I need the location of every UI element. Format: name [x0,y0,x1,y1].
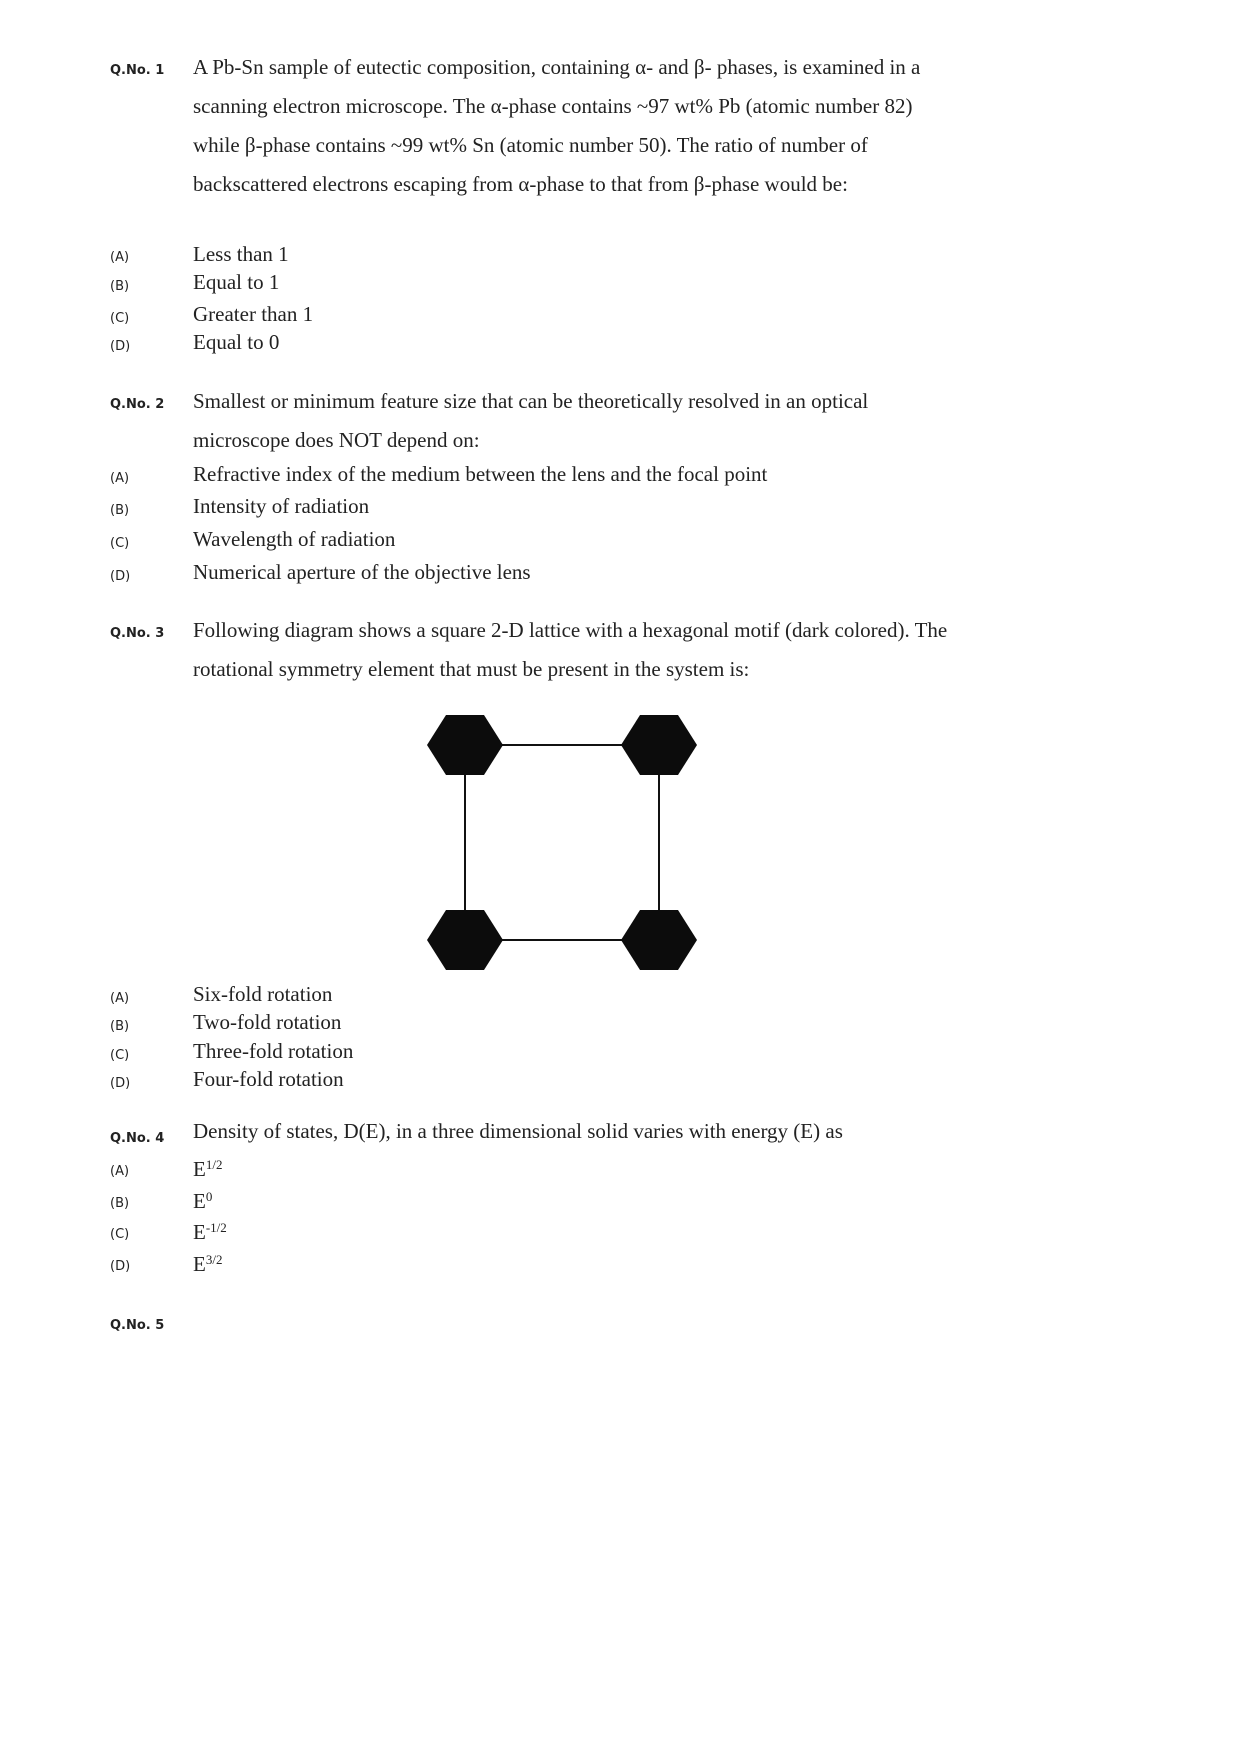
option-label: (A) [110,991,130,1006]
option-expression [193,1157,222,1182]
expression-base: E [193,1220,206,1244]
expression-base: E [193,1252,206,1276]
question-number: Q.No. 2 [110,397,165,412]
option-label: (D) [110,569,131,584]
option-text: Three-fold rotation [193,1039,354,1063]
option-text: Two-fold rotation [193,1010,342,1034]
option-label: (B) [110,279,130,294]
question-number: Q.No. 3 [110,626,165,641]
option-expression [193,1252,222,1277]
hexagon-motif [427,910,503,970]
option-label: (A) [110,250,130,265]
hexagon-motif [621,910,697,970]
option-label: (A) [110,471,130,486]
option-text: Less than 1 [193,242,289,266]
lattice-diagram [420,710,720,980]
question-number: Q.No. 5 [110,1318,165,1333]
option-label: (B) [110,1019,130,1034]
expression-exponent: -1/2 [205,1220,227,1235]
option-text: Intensity of radiation [193,494,370,518]
expression-base: E [193,1157,206,1181]
option-label: (D) [110,1076,131,1091]
option-text: Wavelength of radiation [193,527,396,551]
option-text: Equal to 0 [193,330,280,354]
option-label: (D) [110,1259,131,1274]
question-text: Following diagram shows a square 2-D lattice with a hexagonal motif (dark colored). The rotational symmetry element that must be present in the system is: [193,618,948,681]
hexagon-motif [621,715,697,775]
hexagon-motif [427,715,503,775]
option-text: Four-fold rotation [193,1067,344,1091]
expression-exponent: 0 [205,1189,213,1204]
question-number: Q.No. 1 [110,63,165,78]
expression-exponent: 1/2 [205,1157,223,1172]
question-number: Q.No. 4 [110,1131,165,1146]
expression-base: E [193,1189,206,1213]
option-text: Refractive index of the medium between the lens and the focal point [193,462,768,486]
option-label: (B) [110,503,130,518]
question-text: Density of states, D(E), in a three dimensional solid varies with energy (E) as [193,1119,843,1143]
option-label: (A) [110,1164,130,1179]
option-text: Numerical aperture of the objective lens [193,560,531,584]
option-label: (C) [110,311,130,326]
option-expression [193,1220,227,1245]
question-text: Smallest or minimum feature size that can be theoretically resolved in an optical microscope does NOT depend on: [193,389,869,452]
option-text: Six-fold rotation [193,982,333,1006]
option-text: Equal to 1 [193,270,280,294]
option-label: (D) [110,339,131,354]
option-expression [193,1189,212,1214]
expression-exponent: 3/2 [205,1252,223,1267]
option-label: (C) [110,1048,130,1063]
question-text: A Pb-Sn sample of eutectic composition, containing α- and β- phases, is examined in a scanning electron microscope. The α-phase contains ~97 wt% Pb (atomic number 82) while β-phase contains ~99 wt% Sn (atomic number 50). The ratio of number of backscattered electrons escaping from α-phase to that from β-phase would be: [193,55,921,196]
option-label: (C) [110,1227,130,1242]
option-text: Greater than 1 [193,302,314,326]
option-label: (B) [110,1196,130,1211]
option-label: (C) [110,536,130,551]
